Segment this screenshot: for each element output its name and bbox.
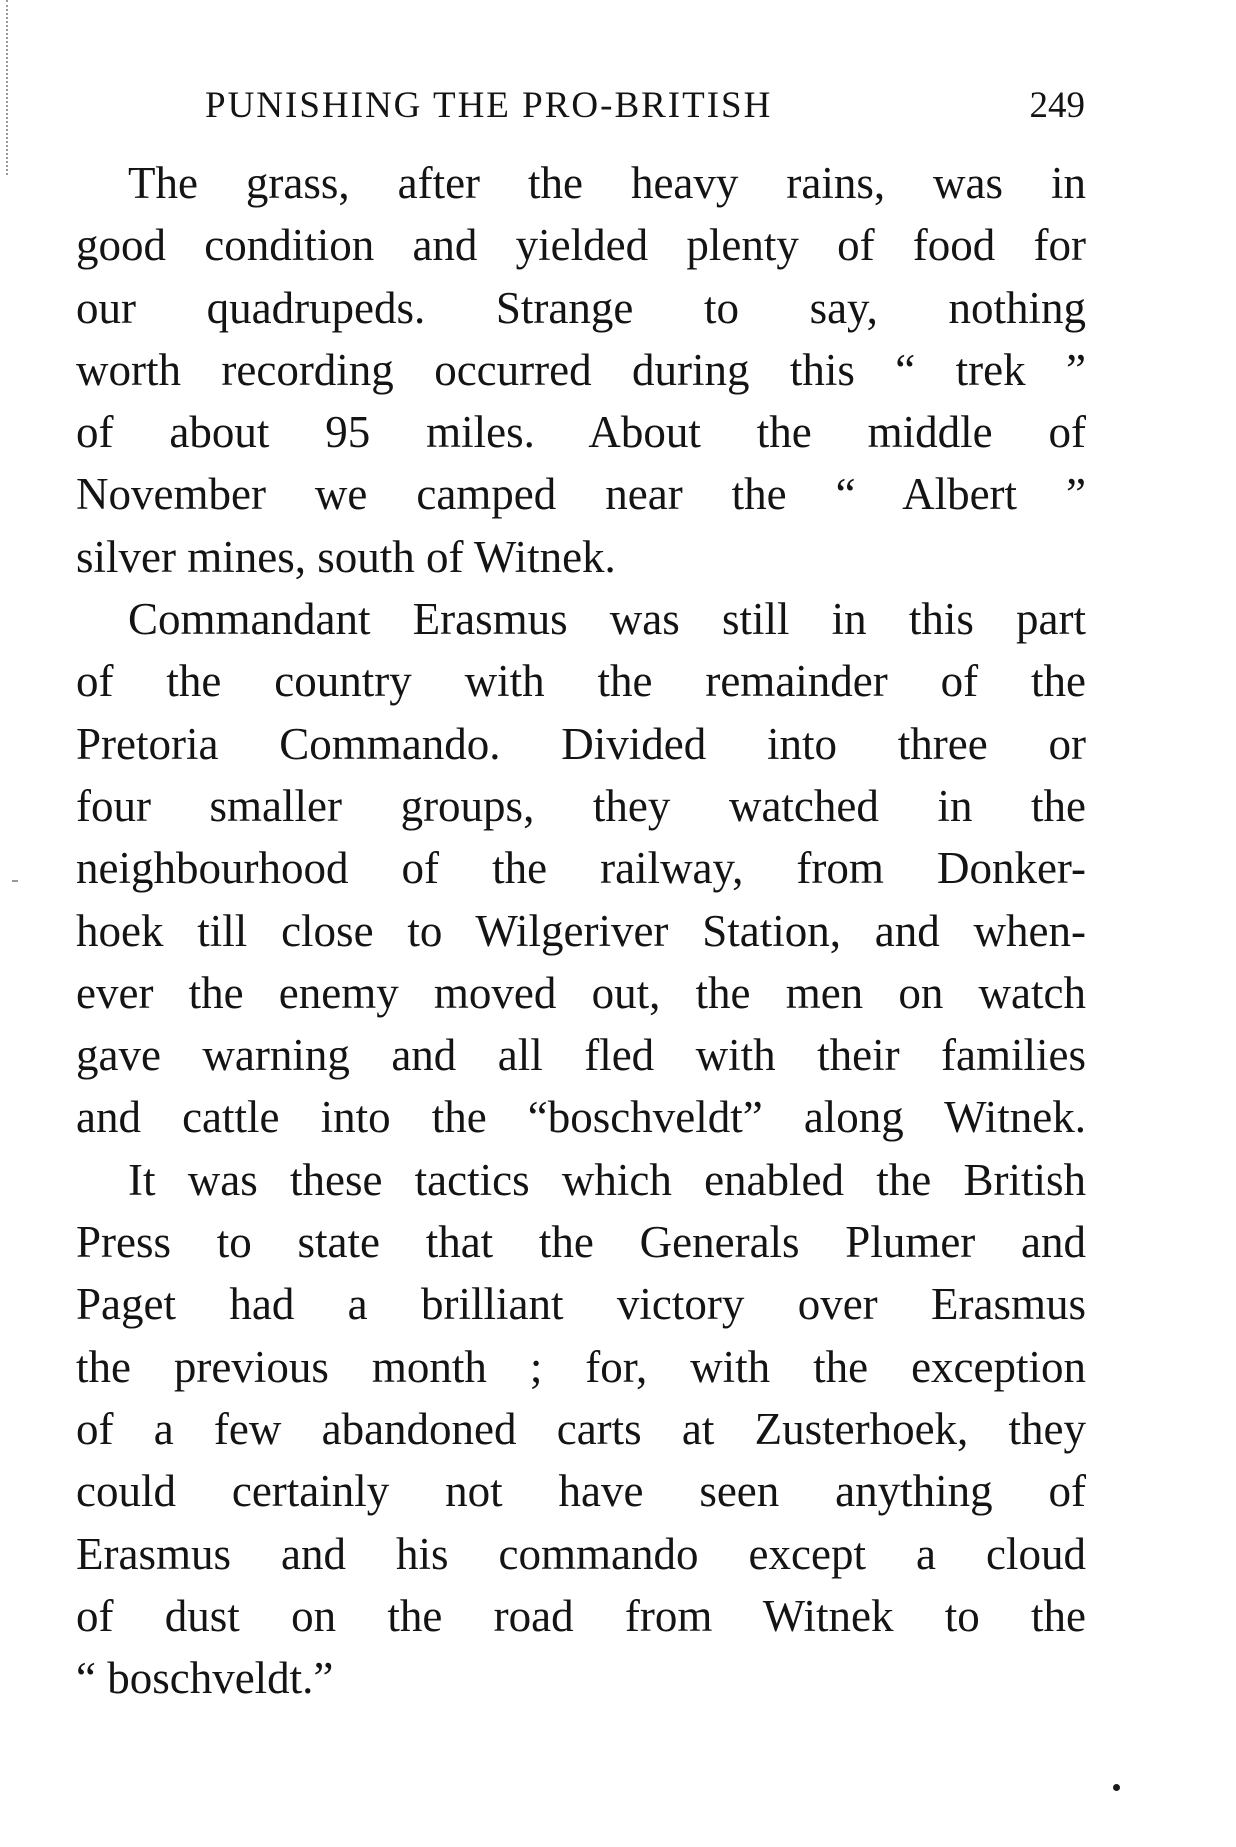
text-line: could certainly not have seen anything of xyxy=(76,1466,1086,1517)
body-text xyxy=(76,152,1086,1709)
text-line: November we camped near the “ Albert ” xyxy=(76,469,1086,520)
page-number: 249 xyxy=(1029,85,1085,126)
text-line: good condition and yielded plenty of food for xyxy=(76,220,1086,271)
text-line: ever the enemy moved out, the men on watch xyxy=(76,967,1086,1018)
text-line: and cattle into the “boschveldt” along Witnek. xyxy=(76,1092,1086,1143)
running-head xyxy=(205,84,1085,144)
text-line: Paget had a brilliant victory over Erasmus xyxy=(76,1279,1086,1330)
text-line: our quadrupeds. Strange to say, nothing xyxy=(76,282,1086,333)
text-line: the previous month ; for, with the exception xyxy=(76,1341,1086,1392)
text-line: four smaller groups, they watched in the xyxy=(76,780,1086,831)
margin-scan-marks xyxy=(6,0,12,175)
text-line: hoek till close to Wilgeriver Station, and when- xyxy=(76,905,1086,956)
margin-stray-mark xyxy=(12,880,18,882)
text-line: of the country with the remainder of the xyxy=(76,656,1086,707)
ink-speck xyxy=(1113,1784,1120,1791)
text-line: gave warning and all fled with their families xyxy=(76,1030,1086,1081)
text-line: Commandant Erasmus was still in this part xyxy=(128,594,1086,645)
text-line: It was these tactics which enabled the British xyxy=(128,1154,1086,1205)
running-title: PUNISHING THE PRO-BRITISH xyxy=(205,85,773,126)
text-line: of about 95 miles. About the middle of xyxy=(76,407,1086,458)
text-line: neighbourhood of the railway, from Donker- xyxy=(76,843,1086,894)
text-line: silver mines, south of Witnek. xyxy=(76,531,616,582)
text-line: The grass, after the heavy rains, was in xyxy=(128,158,1086,208)
text-line: Pretoria Commando. Divided into three or xyxy=(76,718,1086,769)
text-line: worth recording occurred during this “ trek ” xyxy=(76,344,1086,395)
text-line: “ boschveldt.” xyxy=(76,1653,334,1704)
text-line: Erasmus and his commando except a cloud xyxy=(76,1528,1086,1579)
text-line: of a few abandoned carts at Zusterhoek, they xyxy=(76,1403,1086,1454)
text-line: Press to state that the Generals Plumer and xyxy=(76,1217,1086,1268)
text-line: of dust on the road from Witnek to the xyxy=(76,1590,1086,1641)
